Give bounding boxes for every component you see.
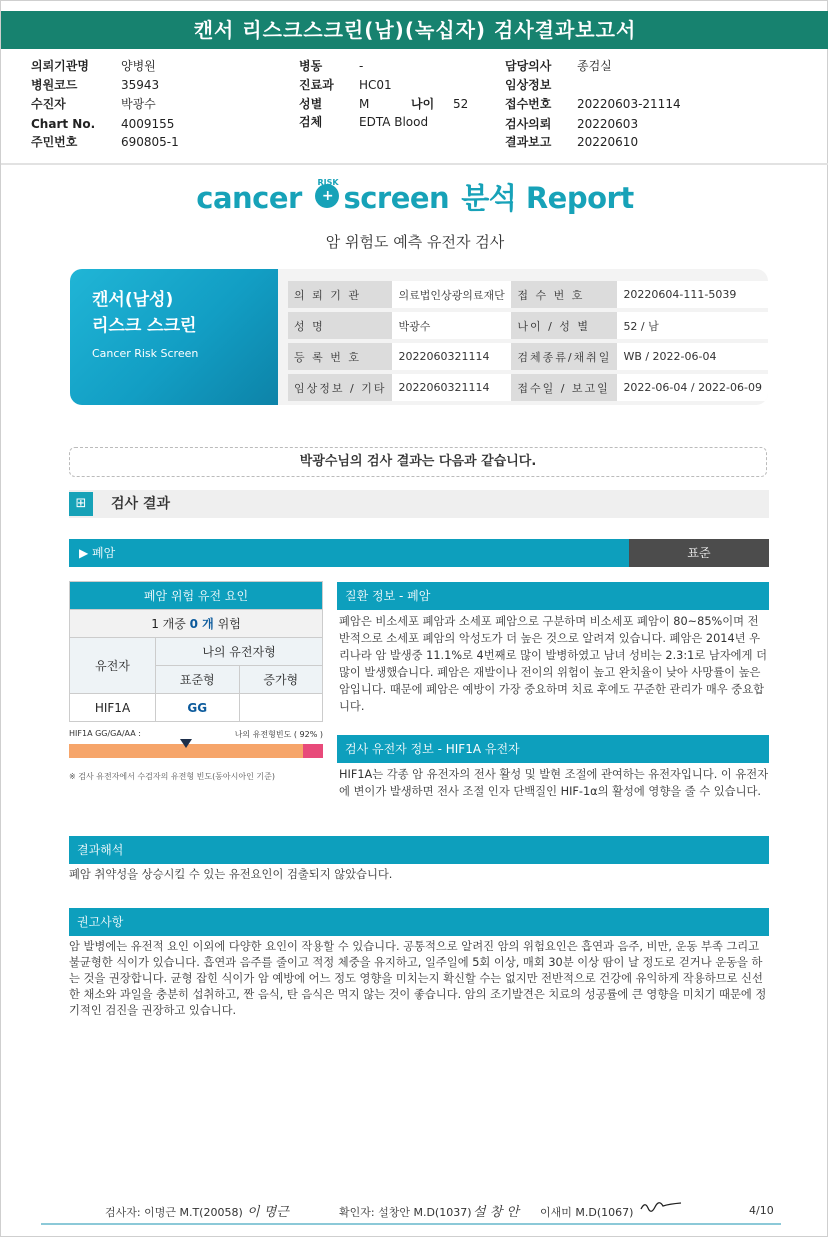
card-key: 접 수 번 호 [511,281,617,308]
doctor-value: 종검실 [577,59,612,73]
standard-genotype: GG [156,694,240,722]
section-header [69,490,769,518]
tester: 검사자: 이명근 M.T(20058) [105,1206,243,1219]
logo-cancer: cancer [196,181,302,215]
patient-info-card [70,269,768,405]
banner-subtitle: Cancer Risk Screen [92,347,199,360]
patient-value: 박광수 [121,97,156,111]
card-banner [70,269,278,405]
chart-label: Chart No. [31,117,96,131]
section-title: 검사 결과 [111,496,170,512]
logo-report: 분석 Report [461,181,634,215]
card-value: 2022060321114 [392,374,511,401]
logo-subtitle: 암 위험도 예측 유전자 검사 [325,233,505,251]
gene-risk-table [69,581,323,722]
scale-note: ※ 검사 유전자에서 수검자의 유전형 빈도(동아시아인 기준) [69,772,275,781]
card-row [288,312,768,339]
frequency-marker-icon [180,739,192,748]
count-suffix: 위험 [217,617,241,631]
ward-label: 병동 [299,59,323,73]
standard-header: 표준형 [156,666,240,694]
frequency-bar [69,744,323,758]
card-row [288,343,768,370]
count-prefix: 1 개중 [151,617,186,631]
id-value: 690805-1 [121,135,179,149]
report-value: 20220610 [577,135,639,149]
result-notice: 박광수님의 검사 결과는 다음과 같습니다. [69,447,767,477]
gene-info-title: 검사 유전자 정보 - HIF1A 유전자 [337,735,769,763]
request-value: 20220603 [577,117,639,131]
frequency-bar-rare-segment [303,744,323,758]
header-divider [1,163,828,165]
card-key: 성 명 [288,312,392,339]
cancer-screen-logo [1,176,828,252]
logo-screen: screen [343,181,450,215]
category-name: ▶ 폐암 [69,539,629,567]
card-key: 검체종류/채취일 [511,343,617,370]
institution-value: 양병원 [121,59,156,73]
age-label: 나이 [411,97,435,111]
doctor-label: 담당의사 [505,59,552,73]
scale-right-label: 나의 유전형빈도 ( 92% ) [234,730,323,739]
folder-icon: ⊞ [69,492,93,516]
card-row [288,374,768,401]
disease-info-block [337,582,769,715]
ward-value: - [359,59,364,73]
receipt-label: 접수번호 [505,97,552,111]
card-value: 의료법인상광의료재단 [392,281,511,308]
disease-info-title: 질환 정보 - 폐암 [337,582,769,610]
card-value: 박광수 [392,312,511,339]
category-level-badge: 표준 [629,539,769,567]
confirmer-2-signature [639,1199,683,1216]
banner-title-1: 캔서(남성) [92,290,174,310]
sex-label: 성별 [299,97,323,111]
card-value: 2022060321114 [392,343,511,370]
card-key: 나이 / 성 별 [511,312,617,339]
specimen-value: EDTA Blood [359,115,429,129]
logo-risk: RISK [317,178,339,187]
banner-title-2: 리스크 스크린 [92,316,197,336]
gene-info-block [337,735,769,800]
gene-name: HIF1A [70,694,156,722]
card-info-table [288,277,768,405]
receipt-value: 20220603-21114 [577,97,681,111]
count-value: 0 개 [189,617,214,631]
card-value: 52 / 남 [617,312,768,339]
interpretation-block [69,836,769,883]
report-title: 캔서 리스크스크린(남)(녹십자) 검사결과보고서 [1,11,828,49]
hospital-code-value: 35943 [121,78,160,92]
dept-value: HC01 [359,78,392,92]
signature-footer [41,1197,781,1225]
patient-label: 수진자 [31,97,66,111]
interpretation-title: 결과해석 [69,836,769,864]
category-bar [69,539,769,567]
institution-label: 의뢰기관명 [31,59,89,73]
card-key: 등 록 번 호 [288,343,392,370]
report-label: 결과보고 [505,135,552,149]
scale-left-label: HIF1A GG/GA/AA : [69,729,141,738]
my-genotype-header: 나의 유전자형 [156,638,323,666]
confirmer-2: 이새미 M.D(1067) [540,1206,634,1219]
gene-risk-count [70,610,323,638]
card-value: 20220604-111-5039 [617,281,768,308]
recommendation-block [69,908,769,1019]
request-label: 검사의뢰 [505,117,552,131]
age-value: 52 [453,97,469,111]
interpretation-body: 폐암 취약성을 상승시킬 수 있는 유전요인이 검출되지 않았습니다. [69,868,393,881]
page-number: 4/10 [749,1204,774,1217]
card-key: 접수일 / 보고일 [511,374,617,401]
confirmer: 확인자: 설창안 M.D(1037) [339,1206,472,1219]
dept-label: 진료과 [299,78,334,92]
id-label: 주민번호 [31,135,78,149]
increased-genotype [239,694,323,722]
hospital-code-label: 병원코드 [31,78,78,92]
tester-signature: 이 명근 [247,1205,289,1220]
card-value: 2022-06-04 / 2022-06-09 [617,374,768,401]
confirmer-signature: 설 창 안 [473,1205,519,1220]
card-value: WB / 2022-06-04 [617,343,768,370]
gene-col-header: 유전자 [70,638,156,694]
gene-table-title: 폐암 위험 유전 요인 [70,582,323,610]
clinical-label: 임상정보 [505,78,552,92]
chart-value: 4009155 [121,117,175,131]
sex-value: M [359,97,370,111]
logo-plus-icon: + RISK [315,184,339,208]
card-key: 임상정보 / 기타 [288,374,392,401]
specimen-label: 검체 [299,115,323,129]
disease-info-body: 폐암은 비소세포 폐암과 소세포 폐암으로 구분하며 비소세포 폐암이 80~85%이며 전반적으로 소세포 폐암의 악성도가 더 높은 것으로 알려져 있습니다. 폐암은 2014년 우리나라 암 발생중 11.1%로 4번째로 많이 발병하였고 남녀 성비는 2.3:1로 남자에게 더 많이 발생했습니다. 폐암은 재발이나 전이의 위험이 높고 완치율이 낮아 사망률이 높은 암입니다. 때문에 폐암은 예방이 가장 중요하며 치료 후에도 꾸준한 관리가 매우 중요합니다. [339,615,768,713]
recommendation-body: 암 발병에는 유전적 요인 이외에 다양한 요인이 작용할 수 있습니다. 공통적으로 알려진 암의 위험요인은 흡연과 음주, 비만, 운동 부족 그리고 불균형한 식이가 있습니다. 흡연과 음주를 줄이고 적정 체중을 유지하고, 일주일에 5회 이상, 매회 30분 이상 땀이 날 정도로 걷거나 운동을 하는 것을 권장합니다. 균형 잡힌 식이가 암 예방에 어느 정도 영향을 미치는지 확신할 수는 없지만 전반적으로 건강에 유익하게 작용하므로 신선한 채소와 과일을 충분히 섭취하고, 짠 음식, 탄 음식은 먹지 않는 것이 좋습니다. 암의 조기발견은 치료의 성공률에 큰 영향을 미치기 때문에 정기적인 검진을 권장하고 있습니다. [69,940,767,1017]
recommendation-title: 권고사항 [69,908,769,936]
increased-header: 증가형 [239,666,323,694]
card-key: 의 뢰 기 관 [288,281,392,308]
card-row [288,281,768,308]
gene-info-body: HIF1A는 각종 암 유전자의 전사 활성 및 발현 조절에 관여하는 유전자입니다. 이 유전자에 변이가 발생하면 전사 조절 인자 단백질인 HIF-1α의 활성에 영향을 줄 수 있습니다. [339,768,769,798]
